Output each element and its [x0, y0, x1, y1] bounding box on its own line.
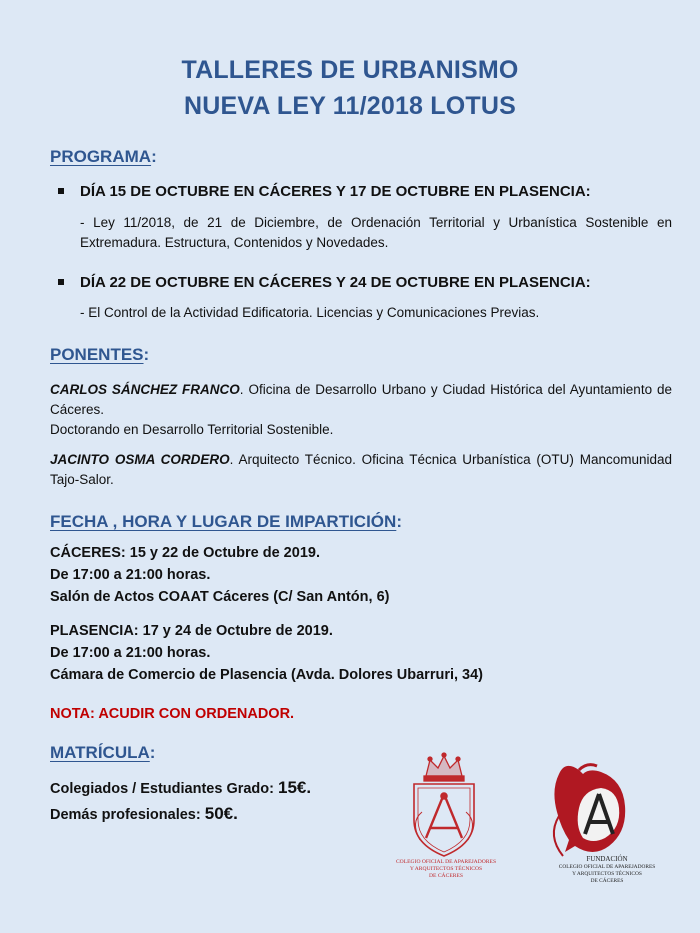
ponente-2	[50, 450, 672, 490]
matricula-row-1-label: Colegiados / Estudiantes Grado:	[50, 781, 279, 797]
plasencia-place: Cámara de Comercio de Plasencia (Avda. Dolores Ubarruri, 34)	[50, 667, 484, 683]
caceres-place: Salón de Actos COAAT Cáceres (C/ San Antón, 6)	[50, 589, 390, 605]
matricula-row-1	[50, 778, 311, 798]
matricula-heading: MATRÍCULA:	[50, 743, 156, 762]
programa-item-1-date: DÍA 15 DE OCTUBRE EN CÁCERES Y 17 DE OCTUBRE EN PLASENCIA:	[58, 183, 591, 200]
ponente-1-extra: Doctorando en Desarrollo Territorial Sostenible.	[50, 422, 334, 437]
fundacion-emblem-icon	[554, 765, 625, 856]
title-line-1: TALLERES DE URBANISMO	[181, 56, 519, 84]
ponente-1-name: CARLOS SÁNCHEZ FRANCO	[50, 382, 240, 397]
fundacion-logo	[535, 760, 665, 885]
crown-icon	[424, 753, 464, 781]
ponentes-heading: PONENTES:	[50, 345, 150, 364]
ponente-1-desc: . Oficina de Desarrollo Urbano y Ciudad Histórica del Ayuntamiento de Cáceres.	[50, 382, 672, 417]
coaat-logo	[380, 752, 516, 880]
matricula-row-2-price: 50€.	[204, 804, 238, 823]
matricula-row-2-label: Demás profesionales:	[50, 807, 205, 823]
matricula-row-1-price: 15€.	[278, 778, 312, 797]
caceres-time: De 17:00 a 21:00 horas.	[50, 567, 211, 583]
matricula-row-2	[50, 804, 238, 824]
coaat-logo-line1: COLEGIO OFICIAL DE APAREJADORES	[395, 859, 497, 865]
fundacion-logo-line4: DE CÁCERES	[590, 878, 624, 884]
coaat-logo-line3: DE CÁCERES	[428, 873, 464, 879]
ponente-2-name: JACINTO OSMA CORDERO	[50, 452, 230, 467]
title-line-2: NUEVA LEY 11/2018 LOTUS	[183, 92, 517, 120]
fundacion-logo-line2: COLEGIO OFICIAL DE APAREJADORES	[558, 864, 656, 870]
nota-text: NOTA: ACUDIR CON ORDENADOR.	[50, 706, 295, 722]
fundacion-logo-line3: Y ARQUITECTOS TÉCNICOS	[572, 871, 642, 877]
coaat-logo-line2: Y ARQUITECTOS TÉCNICOS	[409, 866, 483, 872]
ponente-1	[50, 380, 672, 420]
bullet-square-icon	[58, 279, 64, 285]
fundacion-logo-line1: FUNDACIÓN	[586, 855, 628, 863]
programa-heading: PROGRAMA:	[50, 147, 157, 166]
programa-item-2-date: DÍA 22 DE OCTUBRE EN CÁCERES Y 24 DE OCTUBRE EN PLASENCIA:	[58, 274, 591, 291]
programa-item-1-text: - Ley 11/2018, de 21 de Diciembre, de Ordenación Territorial y Urbanística Sostenible en Extremadura. Estructura, Contenidos y Novedades.	[80, 215, 672, 250]
caceres-date: CÁCERES: 15 y 22 de Octubre de 2019.	[50, 545, 320, 561]
bullet-square-icon	[58, 188, 64, 194]
plasencia-time: De 17:00 a 21:00 horas.	[50, 645, 211, 661]
ponente-2-desc: . Arquitecto Técnico. Oficina Técnica Urbanística (OTU) Mancomunidad Tajo-Salor.	[50, 452, 672, 487]
plasencia-date: PLASENCIA: 17 y 24 de Octubre de 2019.	[50, 623, 333, 639]
compass-square-emblem-icon	[414, 784, 474, 856]
programa-item-2-text: - El Control de la Actividad Edificatoria. Licencias y Comunicaciones Previas.	[80, 305, 540, 320]
fecha-heading: FECHA , HORA Y LUGAR DE IMPARTICIÓN:	[50, 512, 402, 531]
